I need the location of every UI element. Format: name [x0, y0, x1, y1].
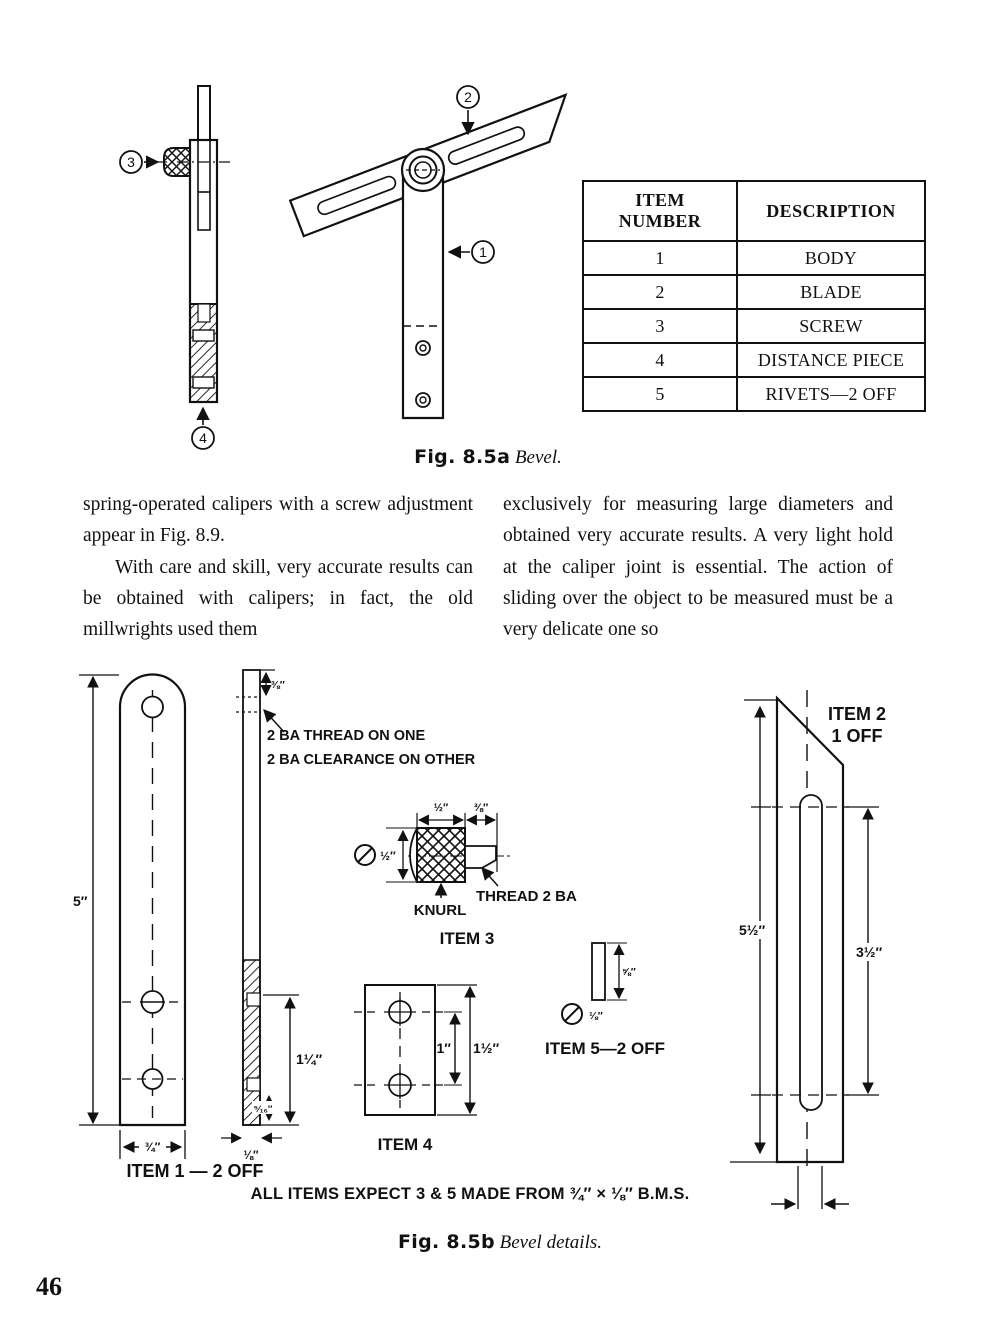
callout-4-number: 4 [199, 430, 207, 446]
drawing-bevel-details [70, 660, 950, 1220]
item4-label: ITEM 4 [377, 1135, 433, 1154]
paragraph: With care and skill, very accurate results can be obtained with calipers; in fact, the old millwrights used them [83, 556, 473, 641]
hole [142, 697, 163, 718]
page-number: 46 [36, 1272, 62, 1301]
callout-2-number: 2 [464, 89, 472, 105]
item3-knurl-width-dim: ½″ [433, 802, 449, 814]
paragraph: spring-operated calipers with a screw adjustment appear in Fig. 8.9. [83, 494, 473, 547]
item1-thread-note-line1: 2 BA THREAD ON ONE [267, 728, 426, 744]
paragraph: exclusively for measuring large diameters and obtained very accurate results. A very light hold at the caliper joint is essential. The action of sliding over the object to be measured must be a very delicate one so [503, 494, 893, 641]
table-header-item-number: ITEM NUMBER [583, 181, 737, 241]
table-row [583, 275, 925, 309]
description-cell: BODY [737, 241, 925, 275]
callout-3 [120, 151, 158, 173]
callout-4 [192, 408, 214, 449]
item5-label: ITEM 5—2 OFF [545, 1039, 665, 1058]
item4-drawing [354, 985, 499, 1154]
table-row [583, 343, 925, 377]
description-cell: DISTANCE PIECE [737, 343, 925, 377]
knurled-head [417, 828, 465, 882]
item2-slot-dim: 3½″ [856, 944, 883, 960]
item-number-cell: 4 [583, 343, 737, 377]
body-text-left-column [83, 489, 473, 645]
callout-3-number: 3 [127, 154, 135, 170]
figure-a-caption-text: Bevel. [514, 447, 562, 468]
callout-2 [457, 86, 479, 134]
item3-drawing [355, 802, 577, 948]
item2-label-line2: 1 OFF [831, 726, 883, 746]
figure-b-caption-label: Fig. 8.5b [398, 1231, 495, 1253]
table-row [583, 377, 925, 411]
callout-1 [449, 241, 494, 263]
item-number-cell: 3 [583, 309, 737, 343]
callout-1-number: 1 [479, 244, 487, 260]
figure-b-caption-text: Bevel details. [499, 1232, 602, 1253]
description-cell: BLADE [737, 275, 925, 309]
item1-front-view [73, 675, 264, 1181]
body-text-right-column [503, 489, 893, 645]
item1-width-dim: ¾″ [144, 1140, 161, 1154]
parts-table [582, 180, 926, 412]
item-number-cell: 5 [583, 377, 737, 411]
item1-pin-dim: ⁵⁄₁₆″ [253, 1104, 273, 1115]
threaded-shank [465, 846, 496, 868]
item5-length-dim: ⅝″ [622, 966, 636, 978]
figure-a-caption-label: Fig. 8.5a [414, 446, 511, 468]
item-number-cell: 2 [583, 275, 737, 309]
side-view-geometry [156, 86, 232, 402]
item1-lower-dim: 1¼″ [296, 1051, 323, 1067]
drawing-bevel-side-view [100, 72, 310, 464]
rivet-hole [247, 1078, 260, 1091]
item3-thread-label: THREAD 2 BA [476, 888, 577, 905]
rivet-section [193, 330, 214, 341]
item5-drawing [545, 943, 665, 1058]
rivet [592, 943, 605, 1000]
table-header-description: DESCRIPTION [737, 181, 925, 241]
item1-thickness-dim: ⅛″ [243, 1150, 259, 1162]
description-cell: SCREW [737, 309, 925, 343]
item-number-cell: 1 [583, 241, 737, 275]
blade-slot [800, 795, 822, 1110]
item4-hole-spacing-dim: 1″ [436, 1040, 451, 1056]
item3-label: ITEM 3 [439, 929, 495, 948]
item1-thread-note-line2: 2 BA CLEARANCE ON OTHER [267, 752, 476, 768]
rivet-hole [247, 993, 260, 1006]
item4-length-dim: 1½″ [473, 1040, 500, 1056]
body-part [402, 149, 444, 418]
figure-a-caption [0, 446, 976, 469]
figure-b-caption [0, 1231, 1000, 1254]
item5-diameter-dim: ⅛″ [589, 1010, 603, 1022]
description-cell: RIVETS—2 OFF [737, 377, 925, 411]
item1-label: ITEM 1 — 2 OFF [126, 1161, 264, 1181]
figure-b-material-note: ALL ITEMS EXPECT 3 & 5 MADE FROM ¾″ × ⅛″ B.M.S. [250, 1185, 690, 1203]
item2-length-dim: 5½″ [739, 922, 766, 938]
item1-top-dim: ⅜″ [271, 679, 285, 691]
drawing-bevel-front-view [285, 78, 595, 440]
item2-label-line1: ITEM 2 [827, 704, 887, 724]
table-row [583, 241, 925, 275]
item1-length-dim: 5″ [73, 893, 88, 909]
table-row [583, 309, 925, 343]
item3-thread-length-dim: ⅜″ [473, 802, 489, 814]
item3-diameter-dim: ½″ [380, 849, 396, 863]
item3-knurl-label: KNURL [413, 902, 467, 919]
rivet-section [193, 377, 214, 388]
item2-drawing [730, 690, 888, 1209]
